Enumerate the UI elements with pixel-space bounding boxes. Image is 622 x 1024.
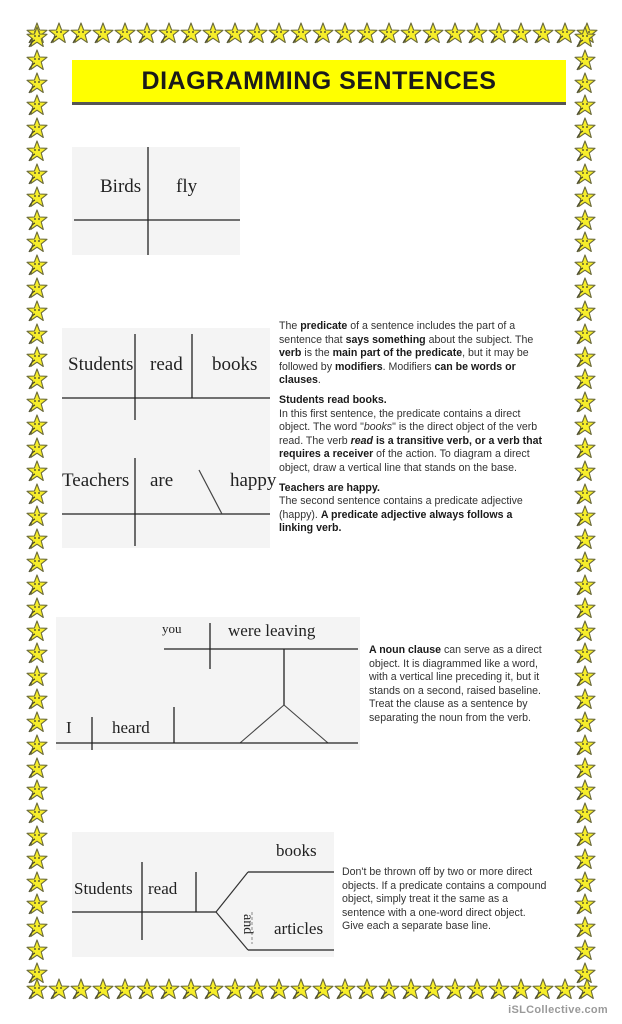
diagram5-object2: articles [274, 919, 324, 938]
star-icon [574, 300, 596, 322]
star-icon [574, 642, 596, 664]
star-icon [224, 978, 246, 1000]
star-icon [158, 978, 180, 1000]
star-icon [158, 22, 180, 44]
diagram1-verb: fly [176, 176, 198, 197]
star-icon [114, 22, 136, 44]
star-icon [26, 620, 48, 642]
star-icon [554, 22, 576, 44]
noun-clause-text: A noun clause can serve as a direct object. It is diagrammed like a word, with a vertical line preceding it, but it stands on a second, raised baseline. [369, 644, 542, 697]
star-icon [574, 437, 596, 459]
star-icon [26, 802, 48, 824]
star-icon [26, 254, 48, 276]
star-icon [574, 962, 596, 984]
star-icon [356, 22, 378, 44]
diagram-predicate [62, 328, 277, 548]
diagram2-object: books [212, 354, 258, 375]
star-icon [26, 186, 48, 208]
star-border-right [574, 26, 600, 984]
star-icon [574, 871, 596, 893]
star-icon [574, 186, 596, 208]
star-icon [400, 22, 422, 44]
star-border-left [26, 26, 52, 984]
star-icon [26, 277, 48, 299]
star-icon [488, 978, 510, 1000]
diagram-birds-fly [72, 147, 240, 255]
star-icon [532, 22, 554, 44]
star-icon [26, 939, 48, 961]
star-icon [26, 574, 48, 596]
pedestal-right [284, 705, 328, 743]
pedestal-left [240, 705, 284, 743]
star-icon [574, 231, 596, 253]
predicate-definition: The predicate of a sentence includes the part of a sentence that says something about the subject. The verb is the main part of the predicate, but it may be followed by modifiers. Modifiers can be words or clauses. [279, 320, 534, 387]
star-icon [26, 757, 48, 779]
star-icon [574, 574, 596, 596]
star-icon [26, 551, 48, 573]
noun-clause-explanation [369, 644, 549, 732]
star-icon [268, 22, 290, 44]
star-icon [26, 49, 48, 71]
star-icon [312, 22, 334, 44]
star-icon [290, 22, 312, 44]
star-icon [574, 117, 596, 139]
star-icon [334, 978, 356, 1000]
star-icon [92, 22, 114, 44]
star-icon [574, 460, 596, 482]
diagram4-clause-subject: you [162, 621, 182, 636]
star-icon [574, 711, 596, 733]
star-icon [574, 277, 596, 299]
star-icon [224, 22, 246, 44]
star-icon [26, 597, 48, 619]
star-icon [334, 22, 356, 44]
diagram3-subject: Teachers [62, 470, 130, 491]
star-icon [202, 22, 224, 44]
star-icon [510, 22, 532, 44]
star-icon [574, 72, 596, 94]
star-icon [422, 22, 444, 44]
star-icon [26, 734, 48, 756]
compound-object-explanation [342, 866, 550, 940]
direct-object-explanation: Students read books. In this first sentence, the predicate contains a direct object. The word "books" is the direct object of the verb read. The verb read is a transitive verb, or a verb that requires a receiver of the action. To diagram a direct object, draw a vertical line that stands on the base. [279, 393, 543, 474]
diagram3-complement: happy [230, 470, 277, 491]
star-icon [26, 117, 48, 139]
star-icon [26, 163, 48, 185]
diagram5-subject: Students [74, 879, 133, 898]
star-icon [444, 978, 466, 1000]
star-icon [574, 665, 596, 687]
star-icon [26, 528, 48, 550]
star-icon [574, 391, 596, 413]
star-icon [136, 22, 158, 44]
star-icon [26, 916, 48, 938]
title-banner [72, 60, 566, 105]
star-icon [26, 848, 48, 870]
star-icon [574, 779, 596, 801]
noun-clause-tip: Treat the clause as a sentence by separating the noun from the verb. [369, 698, 531, 724]
star-icon [246, 22, 268, 44]
star-icon [26, 323, 48, 345]
star-icon [26, 871, 48, 893]
star-icon [554, 978, 576, 1000]
star-icon [422, 978, 444, 1000]
predicate-adjective-slant [199, 470, 222, 514]
star-icon [26, 825, 48, 847]
star-icon [466, 22, 488, 44]
star-icon [400, 978, 422, 1000]
star-icon [574, 254, 596, 276]
star-icon [70, 22, 92, 44]
star-icon [574, 163, 596, 185]
predicate-explanation [279, 320, 549, 542]
diagram2-subject: Students [68, 354, 134, 375]
diagram2-verb: read [150, 354, 183, 375]
star-icon [26, 26, 48, 48]
diagram4-verb: heard [112, 718, 150, 737]
star-border-top [26, 22, 596, 48]
star-icon [574, 505, 596, 527]
star-icon [202, 978, 224, 1000]
diagram-noun-clause [56, 617, 360, 750]
star-icon [26, 414, 48, 436]
star-icon [574, 620, 596, 642]
star-icon [574, 323, 596, 345]
star-icon [246, 978, 268, 1000]
star-icon [574, 688, 596, 710]
star-icon [466, 978, 488, 1000]
star-icon [26, 665, 48, 687]
star-icon [574, 893, 596, 915]
star-icon [574, 825, 596, 847]
star-icon [574, 209, 596, 231]
star-icon [268, 978, 290, 1000]
star-icon [26, 72, 48, 94]
star-icon [180, 978, 202, 1000]
star-icon [510, 978, 532, 1000]
star-icon [356, 978, 378, 1000]
star-icon [574, 551, 596, 573]
page-title: DIAGRAMMING SENTENCES [141, 66, 497, 95]
star-icon [574, 848, 596, 870]
star-icon [26, 688, 48, 710]
star-icon [574, 916, 596, 938]
star-icon [26, 300, 48, 322]
star-icon [574, 414, 596, 436]
star-icon [26, 346, 48, 368]
star-icon [26, 209, 48, 231]
star-icon [26, 711, 48, 733]
star-icon [532, 978, 554, 1000]
compound-object-text: Don't be thrown off by two or more direct objects. If a predicate contains a compound object, simply treat it the same as a sentence with a one-word direct object. Give each a separate base line. [342, 866, 547, 933]
star-icon [180, 22, 202, 44]
diagram4-clause-verb: were leaving [228, 621, 316, 640]
star-icon [114, 978, 136, 1000]
star-icon [26, 437, 48, 459]
star-icon [70, 978, 92, 1000]
star-icon [26, 893, 48, 915]
diagram5-verb: read [148, 879, 178, 898]
star-icon [574, 734, 596, 756]
star-icon [26, 231, 48, 253]
star-icon [574, 49, 596, 71]
star-icon [26, 391, 48, 413]
star-icon [26, 140, 48, 162]
star-icon [26, 460, 48, 482]
star-icon [574, 94, 596, 116]
star-icon [574, 26, 596, 48]
star-icon [378, 22, 400, 44]
star-icon [26, 94, 48, 116]
star-icon [488, 22, 510, 44]
star-icon [574, 802, 596, 824]
star-icon [574, 483, 596, 505]
diagram3-verb: are [150, 470, 174, 491]
star-icon [290, 978, 312, 1000]
star-icon [136, 978, 158, 1000]
star-icon [26, 368, 48, 390]
fork-upper [216, 872, 248, 912]
star-icon [26, 483, 48, 505]
star-icon [574, 757, 596, 779]
star-icon [574, 939, 596, 961]
star-icon [378, 978, 400, 1000]
star-icon [26, 962, 48, 984]
star-icon [92, 978, 114, 1000]
star-icon [312, 978, 334, 1000]
star-icon [444, 22, 466, 44]
diagram-compound-object [72, 832, 334, 957]
star-icon [574, 368, 596, 390]
star-icon [26, 505, 48, 527]
diagram5-conjunction: and [240, 914, 255, 935]
star-icon [26, 642, 48, 664]
star-border-bottom [26, 978, 596, 1004]
star-icon [574, 528, 596, 550]
star-icon [574, 346, 596, 368]
watermark: iSLCollective.com [508, 1004, 608, 1016]
star-icon [26, 779, 48, 801]
star-icon [574, 140, 596, 162]
predicate-adjective-explanation: Teachers are happy. The second sentence contains a predicate adjective (happy). A predicate adjective always follows a linking verb. [279, 481, 523, 535]
diagram4-subject: I [66, 718, 72, 737]
star-icon [574, 597, 596, 619]
diagram5-object1: books [276, 841, 317, 860]
diagram1-subject: Birds [100, 176, 142, 197]
